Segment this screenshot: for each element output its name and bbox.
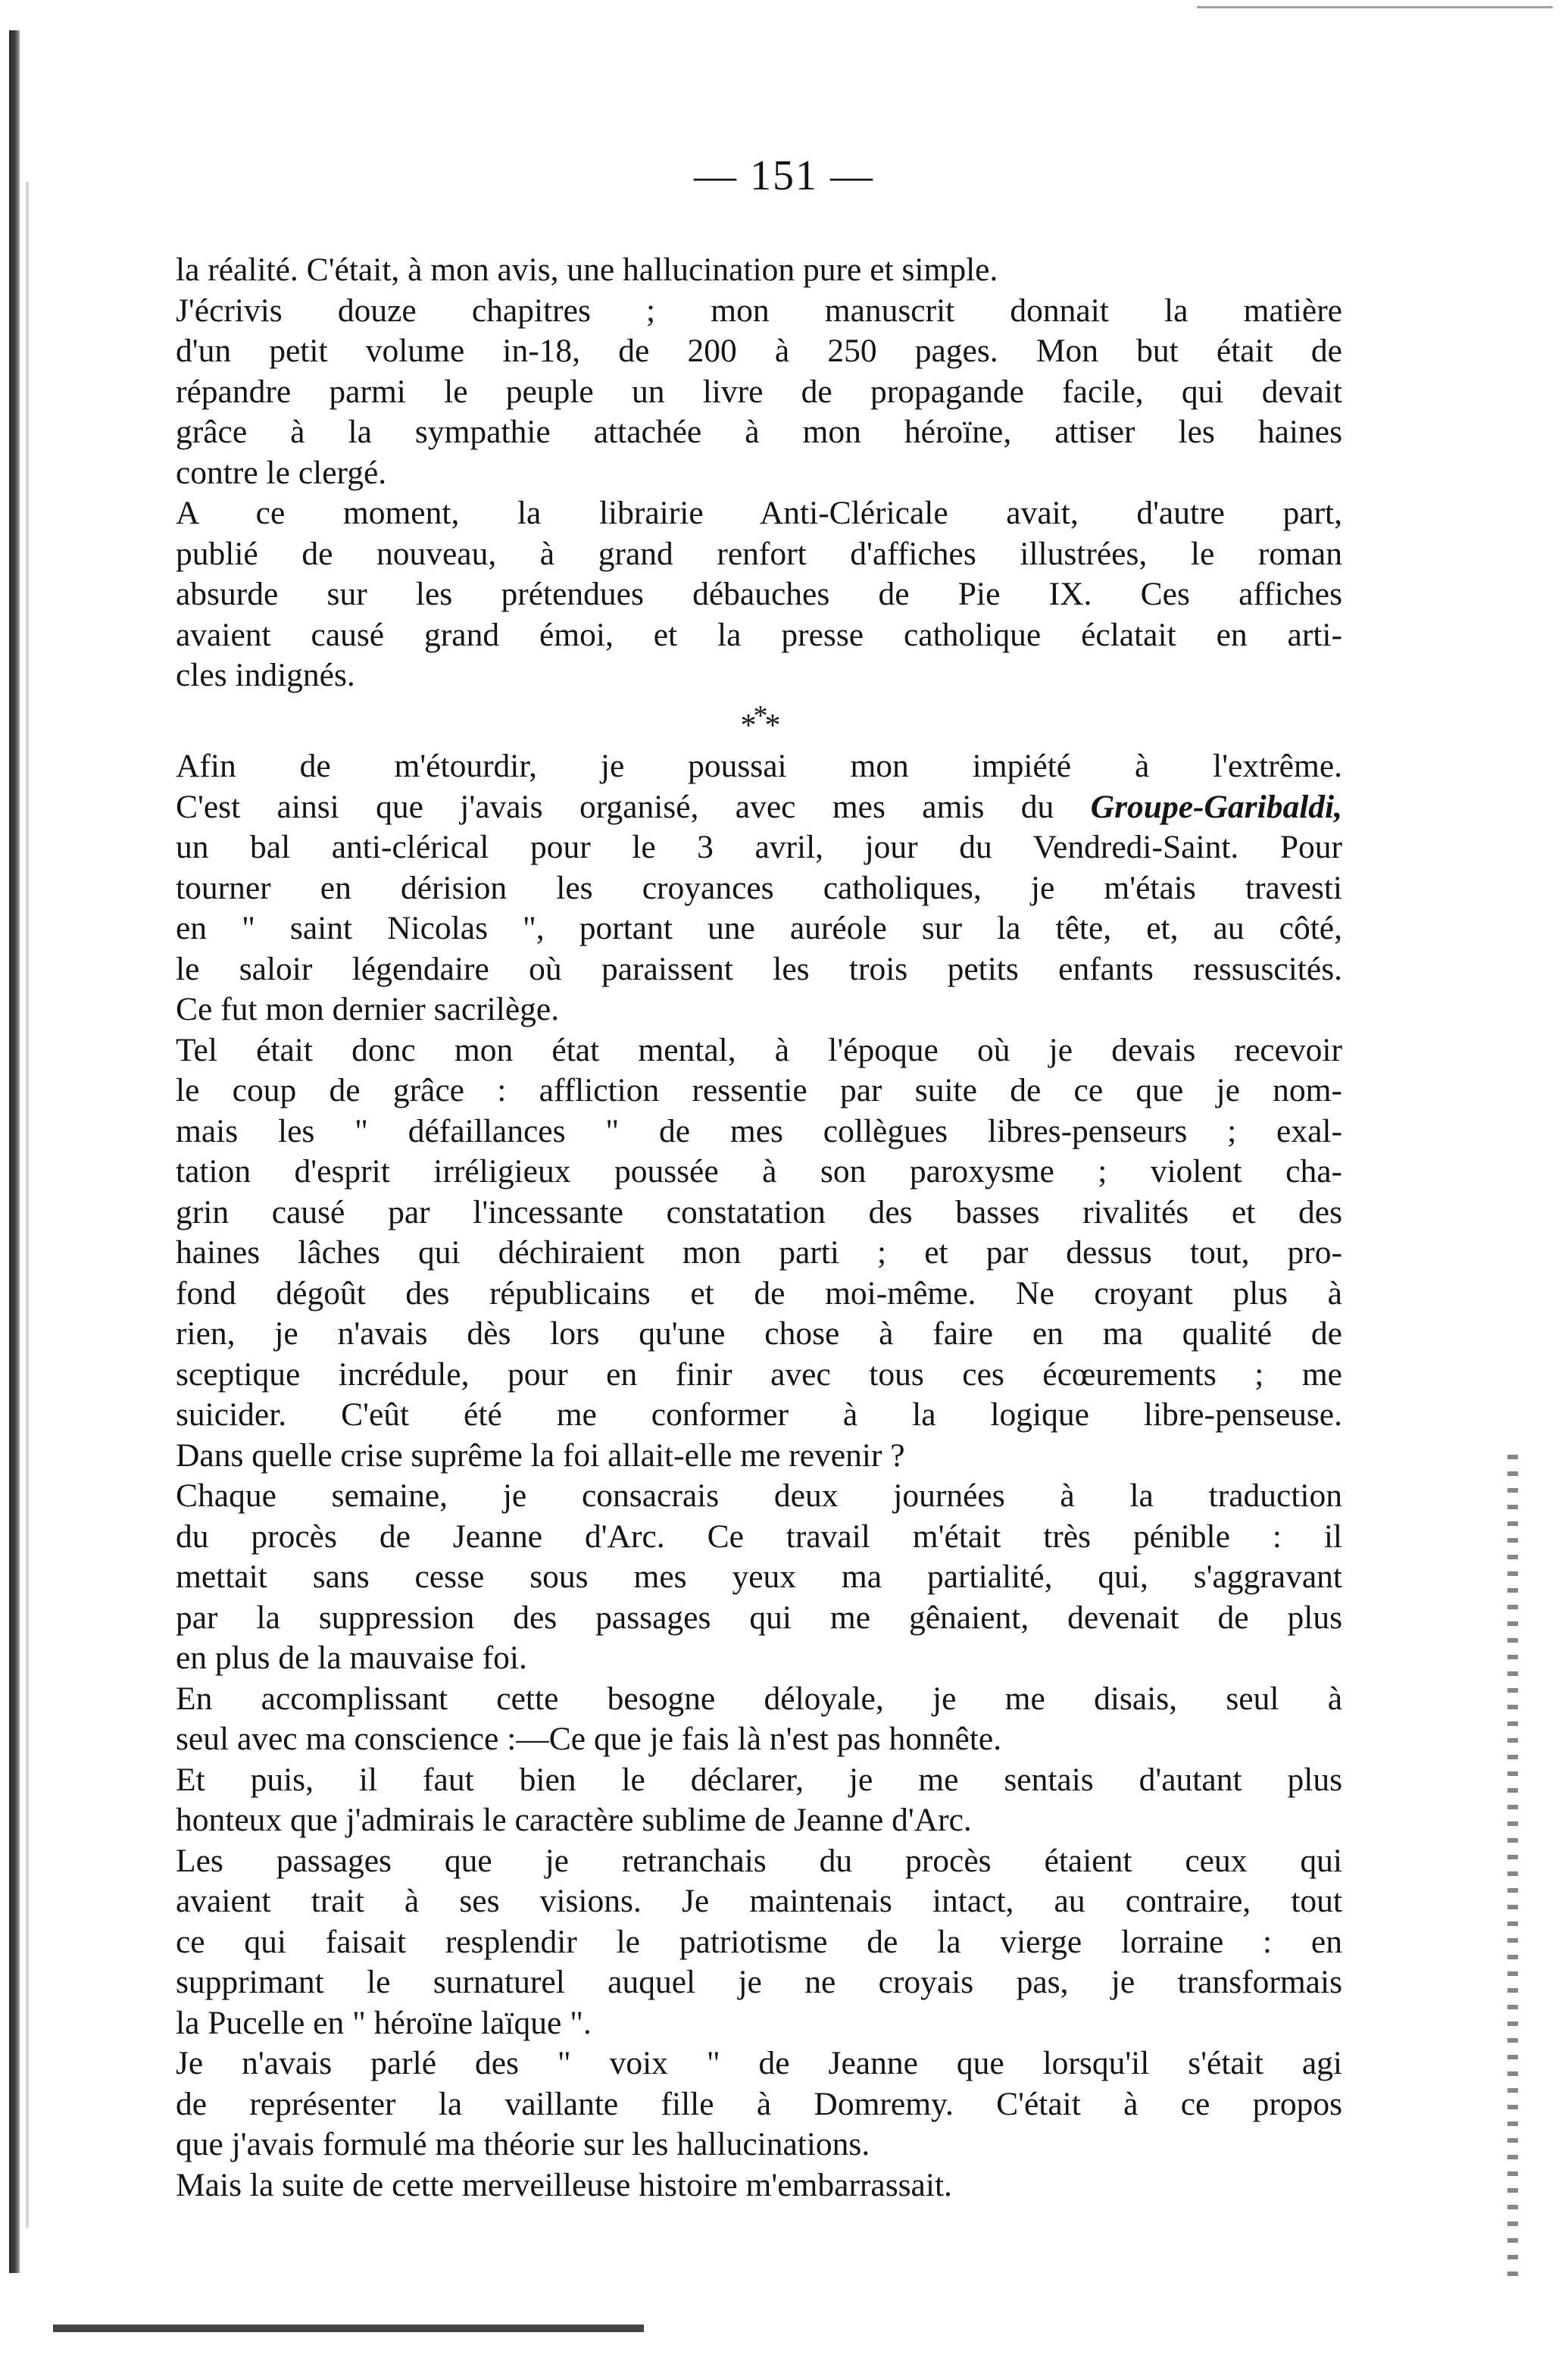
scan-right-edge-marks	[1507, 1455, 1518, 2281]
text-line: grâce à la sympathie attachée à mon héroïne, attiser les haines	[176, 414, 1342, 450]
italic-group-name: Groupe-Garibaldi,	[1090, 788, 1342, 825]
text-line: sceptique incrédule, pour en finir avec tous ces écœurements ; me	[176, 1355, 1342, 1393]
paragraph-group-2	[176, 746, 1342, 2206]
text-line: fond dégoût des républicains et de moi-même. Ne croyant plus à	[176, 1274, 1342, 1312]
text-line: ce qui faisait resplendir le patriotisme de la vierge lorraine : en	[176, 1923, 1342, 1960]
text-line: Chaque semaine, je consacrais deux journées à la traduction	[176, 1477, 1342, 1514]
section-separator-asterism: ***	[740, 699, 778, 743]
text-line: Dans quelle crise suprême la foi allait-elle me revenir ?	[176, 1437, 905, 1474]
text-line: contre le clergé.	[176, 454, 387, 491]
text-line: du procès de Jeanne d'Arc. Ce travail m'était très pénible : il	[176, 1518, 1342, 1555]
text-line: supprimant le surnaturel auquel je ne croyais pas, je transformais	[176, 1964, 1342, 2000]
text-line-with-italic	[176, 787, 1342, 828]
text-line: seul avec ma conscience :—Ce que je fais là n'est pas honnête.	[176, 1721, 1002, 1757]
paragraph-group-1	[176, 250, 1342, 696]
text-line: la réalité. C'était, à mon avis, une hallucination pure et simple.	[176, 252, 998, 288]
text-line: en " saint Nicolas ", portant une auréole sur la tête, et, au côté,	[176, 910, 1342, 946]
text-line: publié de nouveau, à grand renfort d'affiches illustrées, le roman	[176, 535, 1342, 572]
scan-top-mark	[1197, 6, 1553, 8]
text-line: le coup de grâce : affliction ressentie par suite de ce que je nom-	[176, 1072, 1342, 1108]
text-line: un bal anti-clérical pour le 3 avril, jour du Vendredi-Saint. Pour	[176, 829, 1342, 865]
text-line: Ce fut mon dernier sacrilège.	[176, 991, 560, 1027]
text-line: Mais la suite de cette merveilleuse histoire m'embarrassait.	[176, 2166, 952, 2203]
text-line: Afin de m'étourdir, je poussai mon impiété à l'extrême.	[176, 748, 1342, 784]
scan-edge-shadow	[9, 30, 20, 2273]
text-line: absurde sur les prétendues débauches de Pie IX. Ces affiches	[176, 576, 1342, 612]
text-line: en plus de la mauvaise foi.	[176, 1640, 527, 1676]
text-line: Tel était donc mon état mental, à l'époque où je devais recevoir	[176, 1031, 1342, 1068]
scan-bottom-edge-bar	[53, 2325, 644, 2332]
text-line: En accomplissant cette besogne déloyale, je me disais, seul à	[176, 1680, 1342, 1717]
text-line: de représenter la vaillante fille à Domremy. C'était à ce propos	[176, 2085, 1342, 2122]
text-line: Je n'avais parlé des " voix " de Jeanne que lorsqu'il s'était agi	[176, 2045, 1342, 2081]
page-number: — 151 —	[694, 152, 874, 199]
text-line: rien, je n'avais dès lors qu'une chose à faire en ma qualité de	[176, 1315, 1342, 1352]
text-line: que j'avais formulé ma théorie sur les hallucinations.	[176, 2126, 870, 2162]
text-line: Et puis, il faut bien le déclarer, je me sentais d'autant plus	[176, 1761, 1342, 1798]
text-line: honteux que j'admirais le caractère sublime de Jeanne d'Arc.	[176, 1802, 972, 1838]
text-line: mettait sans cesse sous mes yeux ma partialité, qui, s'aggravant	[176, 1559, 1342, 1595]
text-line: A ce moment, la librairie Anti-Cléricale avait, d'autre part,	[176, 495, 1342, 531]
text-line: par la suppression des passages qui me gênaient, devenait de plus	[176, 1599, 1342, 1636]
scan-edge-shadow-inner	[26, 182, 29, 2228]
text-line: grin causé par l'incessante constatation des basses rivalités et des	[176, 1193, 1342, 1230]
text-line: répandre parmi le peuple un livre de propagande facile, qui devait	[176, 373, 1342, 410]
text-line: d'un petit volume in-18, de 200 à 250 pages. Mon but était de	[176, 333, 1342, 369]
text-line: le saloir légendaire où paraissent les trois petits enfants ressuscités.	[176, 950, 1342, 987]
text-line: avaient trait à ses visions. Je maintenais intact, au contraire, tout	[176, 1883, 1342, 1919]
text-line: avaient causé grand émoi, et la presse catholique éclatait en arti-	[176, 616, 1342, 653]
page-body-text	[176, 250, 1342, 2206]
text-line: J'écrivis douze chapitres ; mon manuscrit donnait la matière	[176, 292, 1342, 329]
text-line: la Pucelle en " héroïne laïque ".	[176, 2004, 592, 2041]
text-line: tourner en dérision les croyances catholiques, je m'étais travesti	[176, 869, 1342, 906]
text-line: haines lâches qui déchiraient mon parti ; et par dessus tout, pro-	[176, 1234, 1342, 1271]
text-line: cles indignés.	[176, 657, 355, 693]
text-segment: C'est ainsi que j'avais organisé, avec mes amis du	[176, 788, 1091, 825]
text-line: mais les " défaillances " de mes collègues libres-penseurs ; exal-	[176, 1112, 1342, 1149]
text-line: Les passages que je retranchais du procès étaient ceux qui	[176, 1842, 1342, 1879]
text-line: tation d'esprit irréligieux poussée à son paroxysme ; violent cha-	[176, 1153, 1342, 1190]
text-line: suicider. C'eût été me conformer à la logique libre-penseuse.	[176, 1396, 1342, 1433]
